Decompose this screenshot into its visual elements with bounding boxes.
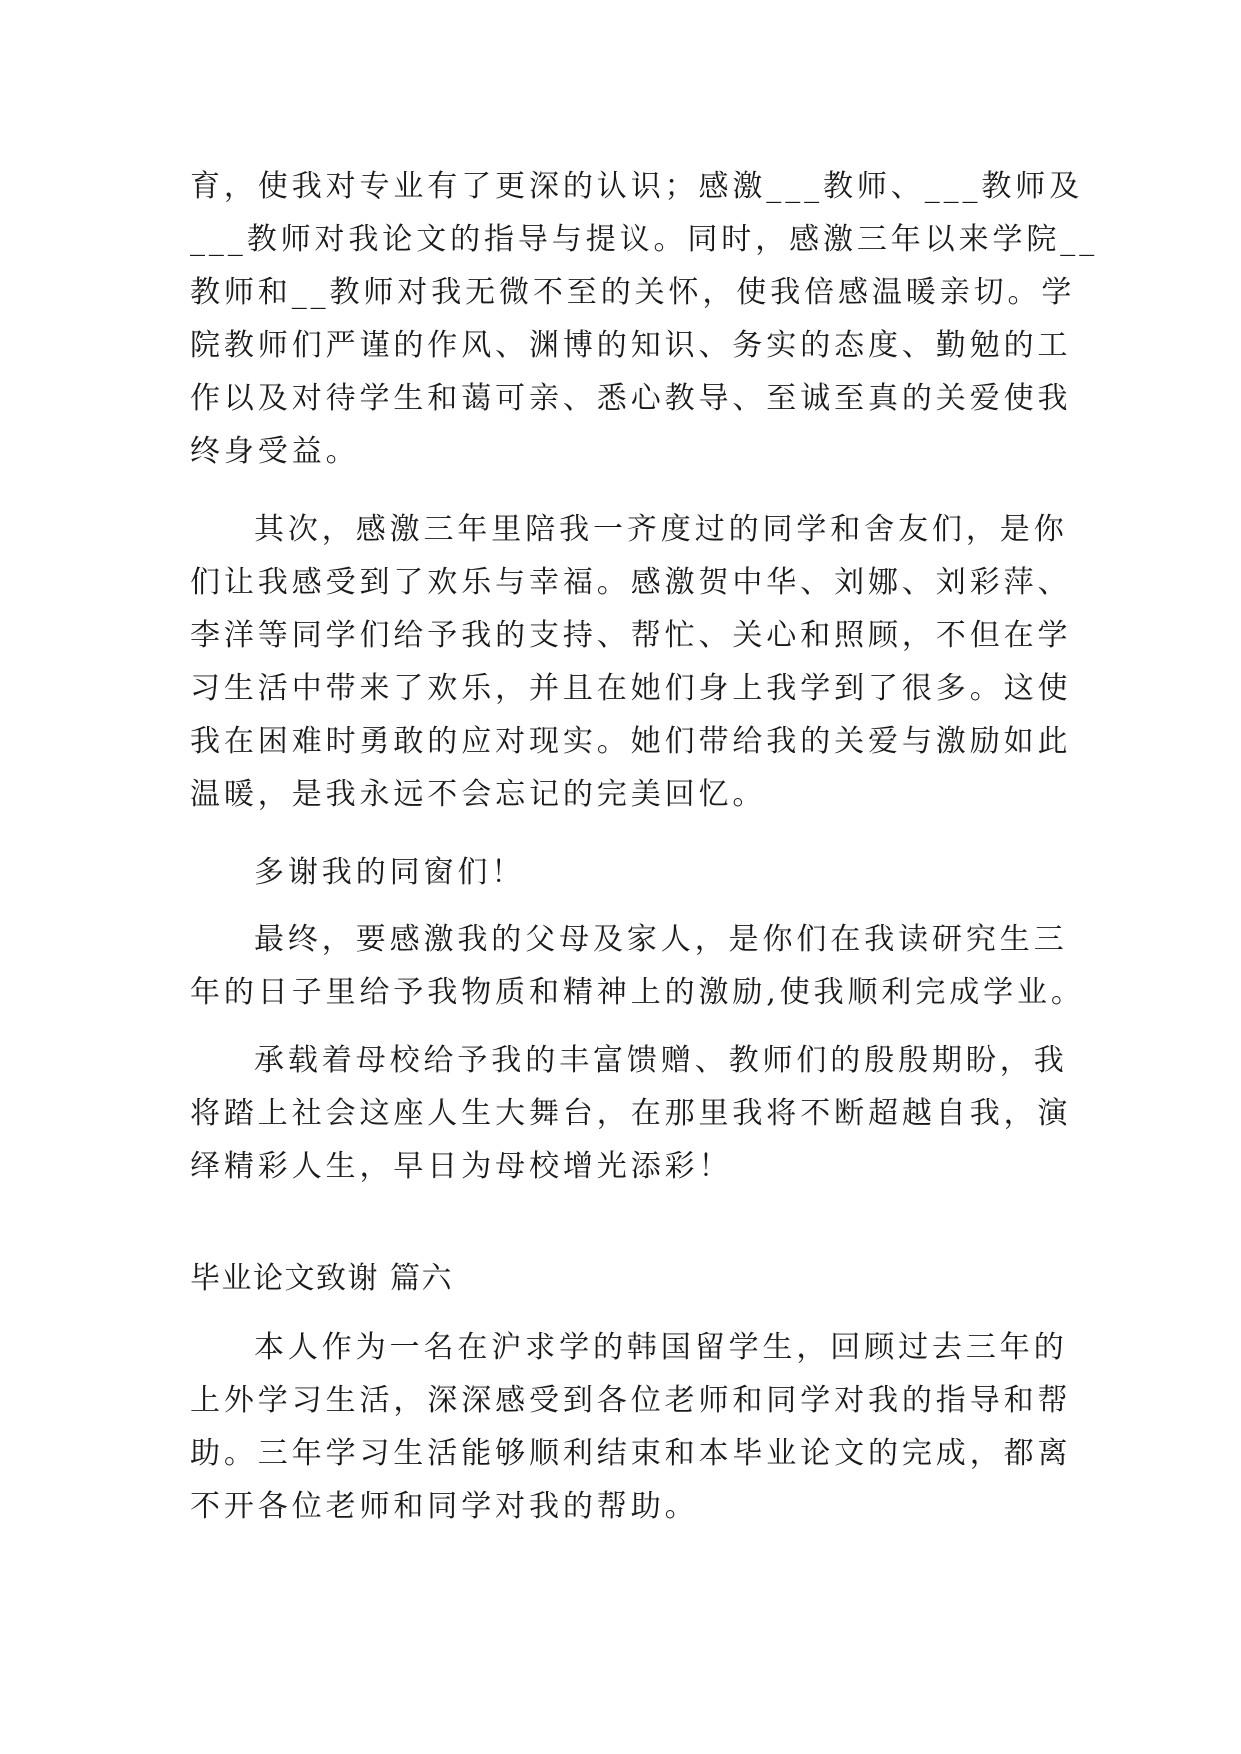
paragraph-line: 本人作为一名在沪求学的韩国留学生，回顾过去三年的: [254, 1330, 1068, 1365]
paragraph-line: 温暖，是我永远不会忘记的完美回忆。: [190, 777, 767, 812]
paragraph-line: 作以及对待学生和蔼可亲、悉心教导、至诚至真的关爱使我: [190, 381, 1072, 416]
paragraph-line: 李洋等同学们给予我的支持、帮忙、关心和照顾，不但在学: [190, 618, 1072, 653]
section-heading: 毕业论文致谢 篇六: [190, 1261, 454, 1296]
paragraph-line: 习生活中带来了欢乐，并且在她们身上我学到了很多。这使: [190, 671, 1072, 706]
paragraph-line: 承载着母校给予我的丰富馈赠、教师们的殷殷期盼，我: [254, 1043, 1068, 1078]
paragraph-line: 年的日子里给予我物质和精神上的激励,使我顺利完成学业。: [190, 975, 1085, 1010]
paragraph-line: 终身受益。: [190, 434, 360, 469]
paragraph-line: 绎精彩人生，早日为母校增光添彩！: [190, 1149, 733, 1184]
paragraph-line: 其次，感激三年里陪我一齐度过的同学和舍友们，是你: [254, 512, 1068, 547]
paragraph-line: 育，使我对专业有了更深的认识；感激___教师、___教师及: [190, 169, 1084, 204]
paragraph-line: 上外学习生活，深深感受到各位老师和同学对我的指导和帮: [190, 1383, 1072, 1418]
paragraph-line: 最终，要感激我的父母及家人，是你们在我读研究生三: [254, 922, 1068, 957]
paragraph-line: 助。三年学习生活能够顺利结束和本毕业论文的完成，都离: [190, 1436, 1072, 1471]
paragraph-line: ___教师对我论文的指导与提议。同时，感激三年以来学院__: [190, 222, 1099, 257]
paragraph-line: 我在困难时勇敢的应对现实。她们带给我的关爱与激励如此: [190, 724, 1072, 759]
paragraph-line: 不开各位老师和同学对我的帮助。: [190, 1489, 699, 1524]
paragraph-line: 院教师们严谨的作风、渊博的知识、务实的态度、勤勉的工: [190, 328, 1072, 363]
paragraph-line: 将踏上社会这座人生大舞台，在那里我将不断超越自我，演: [190, 1096, 1072, 1131]
paragraph-line: 们让我感受到了欢乐与幸福。感激贺中华、刘娜、刘彩萍、: [190, 565, 1072, 600]
paragraph-line: 多谢我的同窗们！: [254, 855, 526, 890]
paragraph-line: 教师和__教师对我无微不至的关怀，使我倍感温暖亲切。学: [190, 275, 1076, 310]
